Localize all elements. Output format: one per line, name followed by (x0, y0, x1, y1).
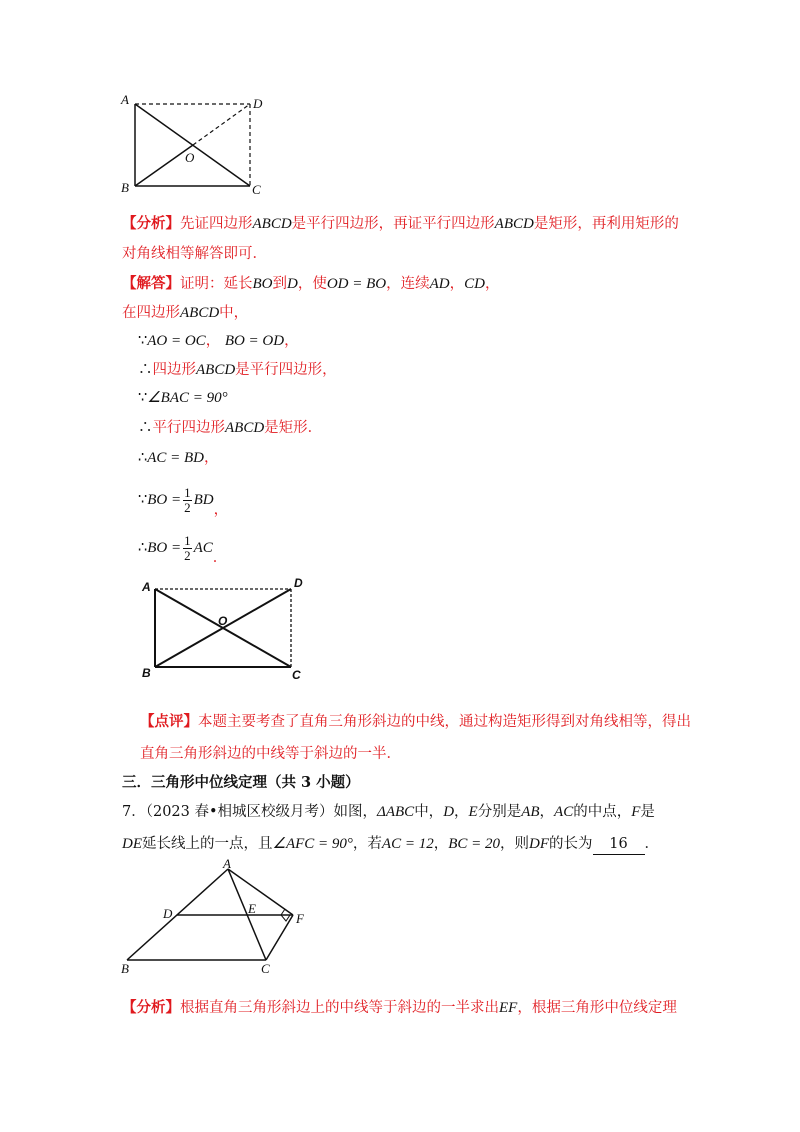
label-b: B (142, 666, 151, 680)
label-f: F (296, 911, 304, 926)
label-b: B (121, 961, 129, 976)
solution-line-8 (138, 484, 228, 516)
math-angle: ∠BAC = 90° (147, 390, 228, 406)
math-ab: AB (521, 804, 540, 820)
math-d: D (443, 804, 455, 820)
text: ，使 (297, 276, 327, 292)
text: 中， (219, 305, 249, 321)
math-triangle: ΔABC (377, 804, 415, 820)
math-de: DE (122, 836, 142, 852)
text: 延长线上的一点，且 (142, 836, 273, 852)
because-symbol: ∵ (138, 333, 148, 349)
analysis-tag: 【分析】 (122, 215, 180, 232)
text: 是 (640, 804, 655, 820)
text: 到 (272, 276, 287, 292)
fraction-den: 2 (184, 499, 191, 515)
math-bo-eq: BO = (147, 540, 182, 556)
math-bc-20: BC = 20 (448, 836, 500, 852)
text: 是矩形． (264, 420, 323, 436)
label-o: O (218, 614, 228, 628)
math-ef: EF (499, 1000, 518, 1016)
math-bo: BO (252, 276, 273, 292)
solution-line-3 (138, 331, 299, 351)
math-df: DF (529, 836, 549, 852)
label-d: D (253, 96, 263, 111)
text: 分别是 (477, 804, 522, 820)
math-e: E (468, 804, 478, 820)
therefore-symbol: ∴ (138, 362, 153, 378)
fraction-num: 1 (184, 484, 191, 500)
math-abcd: ABCD (225, 420, 265, 436)
text: 如图， (333, 804, 378, 820)
solution-line-4 (138, 360, 337, 380)
math-ad: AD (429, 276, 450, 292)
text: ，若 (352, 836, 382, 852)
fraction-num: 1 (184, 532, 191, 548)
text: 四边形 (152, 362, 196, 378)
math-od-bo: OD = BO (326, 276, 387, 292)
text: ． (644, 836, 659, 852)
therefore-symbol: ∴ (138, 540, 148, 556)
text: 的长为 (549, 836, 593, 852)
math-angle: ∠AFC = 90° (272, 836, 353, 852)
label-d: D (294, 576, 303, 590)
text: 证明：延长 (180, 276, 253, 292)
figure-rectangle-bottom (138, 575, 318, 685)
section-title: 三．三角形中位线定理（共 3 小题） (122, 774, 360, 791)
fraction-half (183, 486, 192, 515)
label-a: A (223, 856, 231, 871)
math-ac: AC (554, 804, 574, 820)
comment-tag: 【点评】 (140, 713, 198, 730)
math-ac-12: AC = 12 (381, 836, 434, 852)
text: 中， (414, 804, 444, 820)
text: 的中点， (573, 804, 632, 820)
fraction-den: 2 (184, 547, 191, 563)
text: ， (449, 276, 465, 292)
text: ，根据三角形中位线定理 (517, 1000, 677, 1016)
analysis-text-c: 是矩形，再利用矩形的 (533, 216, 679, 232)
label-c: C (292, 668, 301, 682)
solution-line-7 (138, 448, 219, 468)
text: 本题主要考查了直角三角形斜边的中线，通过构造矩形得到对角线相等，得出 (198, 714, 691, 730)
label-c: C (261, 961, 270, 976)
math-f: F (631, 804, 641, 820)
answer-blank: 16 (593, 834, 645, 855)
problem-source: （2023 春•相城区校级月考） (145, 804, 334, 820)
math-abcd: ABCD (180, 305, 220, 321)
fraction-half (183, 534, 192, 563)
text: ， (433, 836, 449, 852)
text: ． (212, 550, 228, 566)
comment-line-2: 直角三角形斜边的中线等于斜边的一半． (140, 746, 401, 762)
problem7-line-2 (122, 834, 659, 855)
math-ac: AC (193, 540, 213, 556)
text: ， (454, 804, 469, 820)
text: 平行四边形 (152, 420, 225, 436)
label-b: B (121, 180, 129, 195)
problem7-line-1 (122, 802, 655, 822)
label-c: C (252, 182, 261, 197)
text: ， (204, 450, 219, 466)
text: ，连续 (386, 276, 430, 292)
label-e: E (248, 901, 256, 916)
solution-line-2 (122, 303, 248, 323)
text: ， (205, 333, 221, 349)
solution-line-9 (138, 532, 227, 564)
text: 是平行四边形， (235, 362, 337, 378)
text: 在四边形 (122, 305, 180, 321)
math-bo-od: BO = OD (224, 333, 285, 349)
figure-triangle (115, 855, 315, 980)
label-o: O (185, 150, 195, 165)
text: ， (213, 502, 229, 518)
analysis2-tag: 【分析】 (122, 999, 180, 1016)
text: ，则 (500, 836, 529, 852)
analysis-text-a: 先证四边形 (180, 216, 253, 232)
math-abcd: ABCD (196, 362, 236, 378)
math-ao-oc: AO = OC (147, 333, 206, 349)
analysis-line-1 (122, 214, 679, 234)
math-ac-bd: AC = BD (147, 450, 205, 466)
because-symbol: ∵ (138, 492, 148, 508)
text: 根据直角三角形斜边上的中线等于斜边的一半求出 (180, 1000, 499, 1016)
math-d: D (287, 276, 298, 292)
because-symbol: ∵ (138, 390, 148, 406)
therefore-symbol: ∴ (138, 420, 153, 436)
solution-tag: 【解答】 (122, 275, 180, 292)
analysis-line-2: 对角线相等解答即可． (122, 246, 267, 262)
solution-line-5 (138, 388, 228, 408)
text: ， (539, 804, 555, 820)
solution-line-1 (122, 274, 499, 294)
math-bo-eq: BO = (147, 492, 182, 508)
label-d: D (163, 906, 173, 921)
text: ， (284, 333, 299, 349)
figure-rectangle-top (115, 90, 275, 200)
analysis-text-b: 是平行四边形，再证平行四边形 (291, 216, 495, 232)
therefore-symbol: ∴ (138, 450, 148, 466)
math-cd: CD (464, 276, 485, 292)
comment-line-1 (140, 712, 691, 732)
math-bd: BD (193, 492, 214, 508)
math-abcd: ABCD (252, 216, 292, 232)
text: ， (484, 276, 500, 292)
problem-number: 7． (122, 804, 146, 820)
solution-line-6 (138, 418, 322, 438)
label-a: A (142, 580, 151, 594)
math-abcd: ABCD (494, 216, 534, 232)
label-a: A (121, 92, 129, 107)
analysis2-line-1 (122, 998, 677, 1018)
